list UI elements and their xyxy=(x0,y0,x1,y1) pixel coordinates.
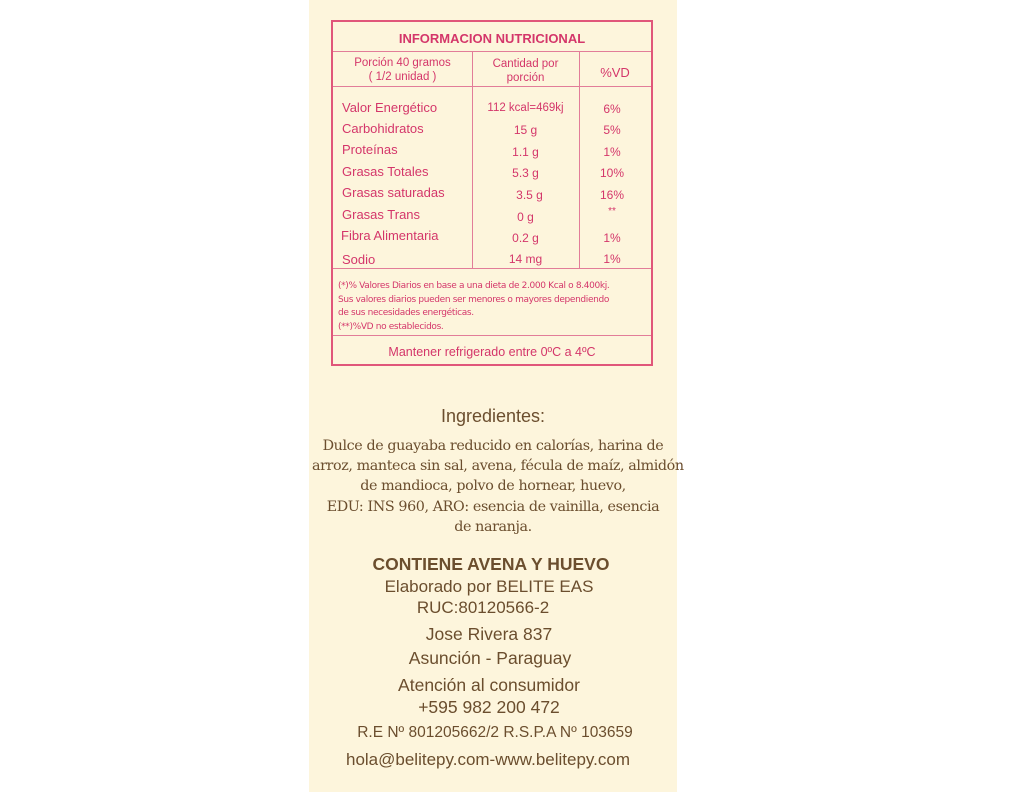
divider xyxy=(333,51,651,52)
portion-size: Porción 40 gramos xyxy=(354,57,451,69)
note-line: (**)%VD no establecidos. xyxy=(338,321,444,332)
nutrient-name: Grasas saturadas xyxy=(342,185,445,200)
quantity-header-line: porción xyxy=(506,72,545,84)
nutrient-quantity: 14 mg xyxy=(508,252,543,266)
nutrient-quantity: 0.2 g xyxy=(512,231,539,245)
nutrient-quantity: 0 g xyxy=(517,210,534,224)
nutrient-vd: 6% xyxy=(603,102,621,116)
nutrient-name: Grasas Trans xyxy=(342,207,421,222)
nutrient-vd: 1% xyxy=(603,252,621,266)
nutrient-vd: ** xyxy=(608,206,616,217)
nutrient-vd: 16% xyxy=(599,188,625,202)
manufacturer: Elaborado por BELITE EAS xyxy=(384,577,594,596)
city-country: Asunción - Paraguay xyxy=(408,648,572,668)
nutrient-name: Carbohidratos xyxy=(342,121,424,136)
quantity-header xyxy=(472,57,579,85)
portion-unit: ( 1/2 unidad ) xyxy=(368,71,437,83)
ingredients-title: Ingredientes: xyxy=(440,406,546,426)
ingredients-line: arroz, manteca sin sal, avena, fécula de maíz, almidón xyxy=(312,458,684,475)
nutrition-title: INFORMACION NUTRICIONAL xyxy=(398,31,586,46)
note-line: de sus necesidades energéticas. xyxy=(338,308,474,319)
nutrient-quantity: 15 g xyxy=(513,123,538,137)
nutrient-vd: 1% xyxy=(603,145,621,159)
street-address: Jose Rivera 837 xyxy=(425,624,553,644)
consumer-service-label: Atención al consumidor xyxy=(398,675,580,695)
nutrient-name: Proteínas xyxy=(342,142,398,157)
divider xyxy=(579,51,580,268)
divider xyxy=(333,268,651,269)
contact-email-web: hola@belitepy.com-www.belitepy.com xyxy=(345,750,631,769)
daily-value-note xyxy=(338,280,650,334)
nutrition-table xyxy=(331,20,653,366)
nutrient-vd: 1% xyxy=(603,231,621,245)
ingredients-line: de mandioca, polvo de hornear, huevo, xyxy=(360,478,626,495)
ingredients-line: Dulce de guayaba reducido en calorías, harina de xyxy=(322,438,664,454)
nutrient-name: Valor Energético xyxy=(342,100,438,115)
allergen-warning: CONTIENE AVENA Y HUEVO xyxy=(372,554,610,574)
nutrient-vd: 10% xyxy=(599,166,625,180)
registry-numbers: R.E Nº 801205662/2 R.S.P.A Nº 103659 xyxy=(357,724,633,741)
nutrient-quantity: 5.3 g xyxy=(512,166,539,180)
nutrient-quantity: 112 kcal=469kj xyxy=(487,102,564,114)
divider xyxy=(333,86,651,87)
note-line: Sus valores diarios pueden ser menores o mayores dependiendo xyxy=(338,294,609,305)
ruc-number: RUC:80120566-2 xyxy=(416,598,550,617)
portion-header xyxy=(333,56,472,84)
nutrient-quantity: 1.1 g xyxy=(512,145,539,159)
ingredients-line: de naranja. xyxy=(454,518,532,535)
vd-header: %VD xyxy=(600,65,630,80)
ingredients-line: EDU: INS 960, ARO: esencia de vainilla, esencia xyxy=(326,498,660,515)
quantity-header-line: Cantidad por xyxy=(492,58,559,70)
note-line: (*)% Valores Diarios en base a una dieta de 2.000 Kcal o 8.400kj. xyxy=(338,281,610,291)
consumer-phone: +595 982 200 472 xyxy=(418,697,560,717)
nutrient-name: Grasas Totales xyxy=(342,164,429,179)
ingredients-list xyxy=(312,436,684,537)
divider xyxy=(333,335,651,336)
storage-instructions: Mantener refrigerado entre 0ºC a 4ºC xyxy=(388,345,596,359)
nutrient-name: Fibra Alimentaria xyxy=(341,228,439,243)
nutrient-quantity: 3.5 g xyxy=(516,188,543,202)
nutrient-vd: 5% xyxy=(603,123,621,137)
nutrient-name: Sodio xyxy=(342,252,376,267)
